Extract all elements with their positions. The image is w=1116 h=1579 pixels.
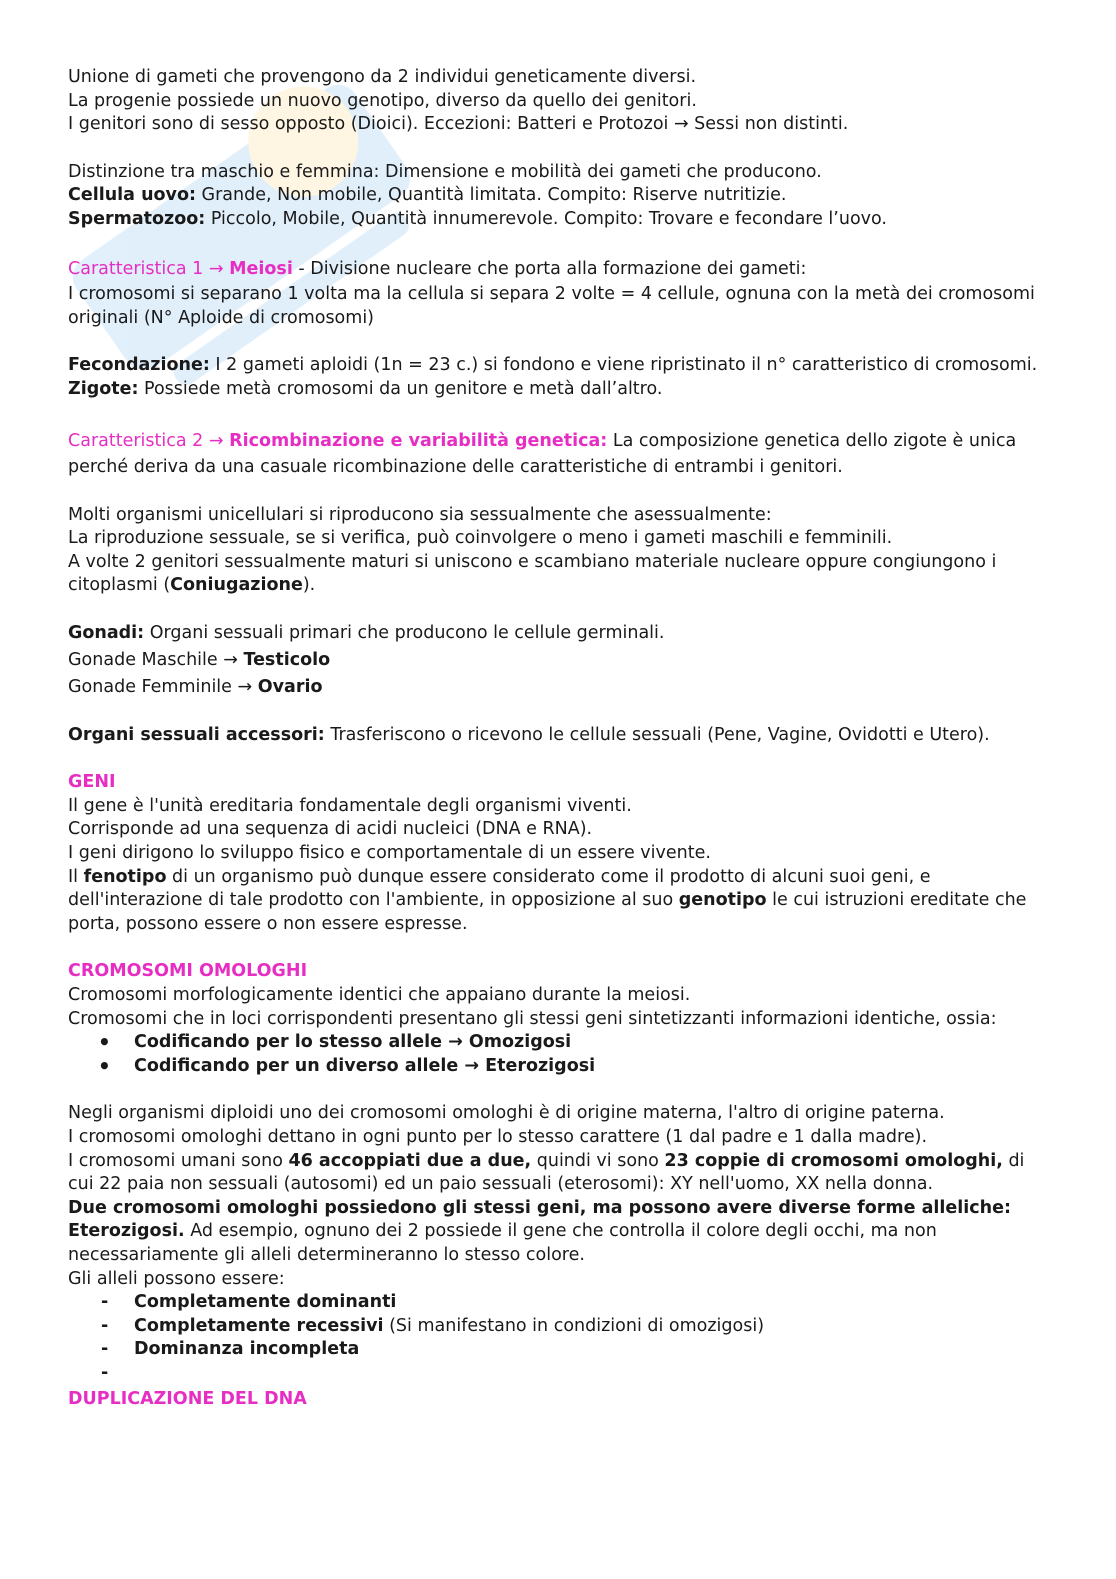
document-page (68, 66, 1038, 1411)
human-chromosomes-text: I cromosomi umani sono 46 accoppiati due a due, quindi vi sono 23 coppie di cromosomi omologhi, di cui 22 paia non sessuali (autosomi) ed un paio sessuali (eterosomi): XY nell'uomo, XX nella donna. (68, 1150, 1025, 1195)
distinction-line: Distinzione tra maschio e femmina: Dimensione e mobilità dei gameti che producono. (68, 161, 822, 182)
list-item: - Completamente recessivi (Si manifestano in condizioni di omozigosi) (68, 1315, 1038, 1339)
egg-cell-line: Cellula uovo: Grande, Non mobile, Quantità limitata. Compito: Riserve nutritizie. (68, 185, 787, 206)
genes-line: I geni dirigono lo sviluppo fisico e comportamentale di un essere vivente. (68, 843, 711, 864)
list-item (68, 1362, 1038, 1386)
genes-line: Corrisponde ad una sequenza di acidi nucleici (DNA e RNA). (68, 819, 593, 840)
genes-heading: GENI (68, 772, 116, 793)
genes-line: Il gene è l'unità ereditaria fondamentale degli organismi viventi. (68, 795, 632, 816)
allele-bullet-list (68, 1031, 1038, 1078)
list-item: - Dominanza incompleta (68, 1338, 1038, 1362)
homologous-dictate-line: I cromosomi omologhi dettano in ogni punto per lo stesso carattere (1 dal padre e 1 dalla madre). (68, 1127, 928, 1147)
intro-line: La progenie possiede un nuovo genotipo, diverso da quello dei genitori. (68, 90, 697, 111)
accessory-organs-text: Organi sessuali accessori: Trasferiscono o ricevono le cellule sessuali (Pene, Vagine, Ovidotti e Utero). (68, 724, 990, 745)
intro-line: Unione di gameti che provengono da 2 individui geneticamente diversi. (68, 67, 697, 87)
meiosis-text: I cromosomi si separano 1 volta ma la cellula si separa 2 volte = 4 cellule, ognuna con la metà dei cromosomi originali (N° Aploide di cromosomi) (68, 284, 1035, 328)
conjugation-line: A volte 2 genitori sessualmente maturi si uniscono e scambiano materiale nucleare oppure congiungono i citoplasmi (Coniugazione). (68, 551, 997, 596)
male-gonad-line: Gonade Maschile → Testicolo (68, 649, 331, 670)
feature2-text: Caratteristica 2 → Ricombinazione e variabilità genetica: La composizione genetica dello zigote è unica perché deriva da una casuale ricombinazione delle caratteristiche di entrambi i genitori. (68, 430, 1017, 477)
alleles-intro-line: Gli alleli possono essere: (68, 1268, 285, 1289)
feature1-heading: Caratteristica 1 → Meiosi - Divisione nucleare che porta alla formazione dei gameti: (68, 258, 807, 279)
zygote-text: Zigote: Possiede metà cromosomi da un genitore e metà dall’altro. (68, 378, 663, 399)
diploid-line: Negli organismi diploidi uno dei cromosomi omologhi è di origine materna, l'altro di origine paterna. (68, 1103, 945, 1124)
allele-types-list (68, 1291, 1038, 1385)
list-item: • Codificando per lo stesso allele → Omozigosi (68, 1031, 1038, 1055)
list-item: • Codificando per un diverso allele → Eterozigosi (68, 1055, 1038, 1079)
homologous-line: Cromosomi che in loci corrispondenti presentano gli stessi geni sintetizzanti informazioni identiche, ossia: (68, 1008, 997, 1029)
sperm-line: Spermatozoo: Piccolo, Mobile, Quantità innumerevole. Compito: Trovare e fecondare l’uovo. (68, 208, 887, 229)
gonads-text: Gonadi: Organi sessuali primari che producono le cellule germinali. (68, 622, 665, 643)
female-gonad-line: Gonade Femminile → Ovario (68, 677, 323, 698)
phenotype-text: Il fenotipo di un organismo può dunque essere considerato come il prodotto di alcuni suoi geni, e dell'interazione di tale prodotto con l'ambiente, in opposizione al suo genotipo le cui istruzioni ereditate che porta, possono essere o non essere espresse. (68, 866, 1027, 934)
list-item: - Completamente dominanti (68, 1291, 1038, 1315)
intro-line: I genitori sono di sesso opposto (Dioici). Eccezioni: Batteri e Protozoi → Sessi non distinti. (68, 114, 849, 135)
fertilization-text: Fecondazione: I 2 gameti aploidi (1n = 23 c.) si fondono e viene ripristinato il n° caratteristico di cromosomi. (68, 355, 1038, 376)
sexual-reproduction-line: La riproduzione sessuale, se si verifica, può coinvolgere o meno i gameti maschili e femminili. (68, 528, 893, 549)
homologous-line: Cromosomi morfologicamente identici che appaiano durante la meiosi. (68, 985, 691, 1006)
dna-duplication-heading: DUPLICAZIONE DEL DNA (68, 1388, 307, 1409)
homologous-heading: CROMOSOMI OMOLOGHI (68, 961, 308, 982)
unicellular-line: Molti organismi unicellulari si riproducono sia sessualmente che asessualmente: (68, 504, 772, 525)
allelic-forms-text: Due cromosomi omologhi possiedono gli stessi geni, ma possono avere diverse forme alleliche: Eterozigosi. Ad esempio, ognuno dei 2 possiede il gene che controlla il colore degli occhi, ma non necessariamente gli alleli determineranno lo stesso colore. (68, 1197, 1011, 1265)
